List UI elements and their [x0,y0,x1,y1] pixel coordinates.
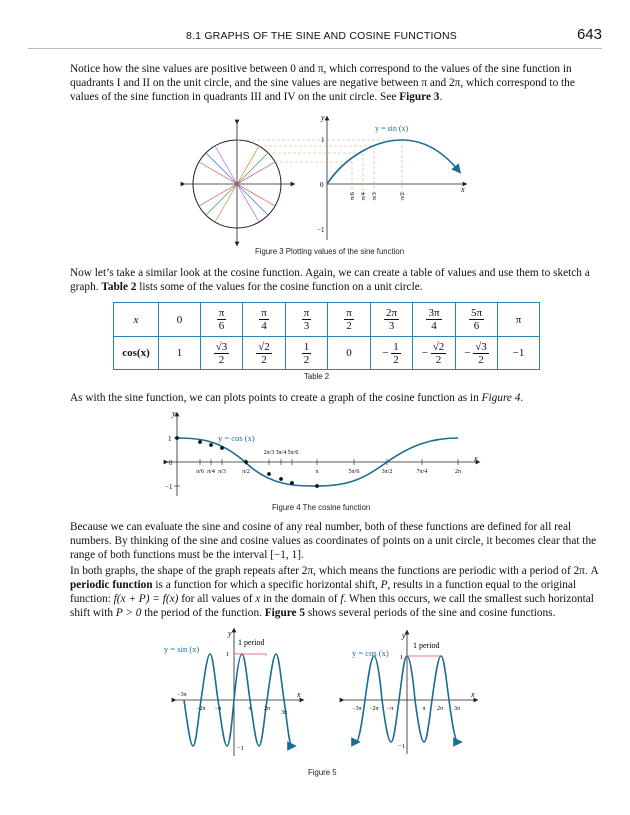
y-tick-1: 1 [168,435,172,443]
x-tick: 2π [436,706,444,712]
section-title: 8.1 GRAPHS OF THE SINE AND COSINE FUNCTIONS [186,30,457,42]
curve-label: y = cos (x) [218,433,255,443]
x-tick: 3π/2 [381,469,393,475]
table-cell: $\frac{\pi}{2}$ [328,303,371,337]
x-tick: π [422,706,426,712]
x-tick: −π [386,706,394,712]
y-axis-label: y [228,629,232,638]
x-tick: π/3 [218,469,226,475]
table-row-x [114,303,540,337]
figure-ref[interactable]: Figure 5 [264,607,306,619]
y-axis-label: y [172,409,176,418]
x-tick: π/4 [361,192,367,200]
table-cell: $\frac{1}{2}$ [286,337,328,370]
figure-5 [160,624,480,764]
origin-label: 0 [169,459,173,467]
period-label: 1 period [238,638,265,647]
table-row-cos [114,337,540,370]
x-tick: 3π/4 [275,450,287,456]
y-axis-label: y [402,631,406,640]
x-tick: π/3 [372,192,378,200]
table-cell: $\frac{3\pi}{4}$ [413,303,456,337]
sine-plot [237,113,465,240]
table-cell: − $\frac{√2}{2}$ [413,337,456,370]
x-tick: 3π [280,710,288,716]
y-tick-1: 1 [321,136,325,144]
x-tick: π [315,469,319,475]
y-tick-neg1: −1 [237,745,244,752]
table-ref[interactable]: Table 2 [101,281,137,293]
x-tick: π/2 [400,192,406,200]
row-header: x [114,303,159,337]
y-tick-neg1: −1 [317,226,325,234]
paragraph-domain-range: Because we can evaluate the sine and cosine of any real number, both of these functions are defined for all real numbers. By thinking of the sine and cosine values as coordinates of points on a unit circle, it becomes clear that the range of both functions must be the interval [−1, 1]. [70,521,597,561]
x-tick: π/6 [196,469,204,475]
page-number: 643 [576,26,602,43]
y-tick-1: 1 [400,654,404,661]
cosine-periods-plot [342,631,476,754]
figure-ref[interactable]: Figure 4 [481,392,521,404]
x-tick: −π [214,706,222,712]
row-header: cos(x) [114,337,159,370]
figure-3-caption: Figure 3 Plotting values of the sine function [255,247,405,256]
unit-circle [183,122,293,244]
table-cell: $\frac{5\pi}{6}$ [456,303,498,337]
x-tick: −3π [177,692,187,698]
table-2-caption: Table 2 [304,372,330,381]
paragraph-cosine-graph: As with the sine function, we can plots points to create a graph of the cosine function as in Figure 4. [70,392,524,404]
x-tick: −2π [196,706,206,712]
x-tick: −3π [352,706,362,712]
x-tick: 5π/6 [348,469,360,475]
table-cell: $\frac{√3}{2}$ [201,337,243,370]
paragraph-periodic: In both graphs, the shape of the graph repeats after 2π, which means the functions are periodic with a period of 2π. A periodic function is a function for which a specific horizontal shift, P, results in a function equal to the original function: f(x + P) = f(x) for all values of x in the domain of f. When this occurs, we call the smallest such horizontal shift with P > 0 the period of the function. Figure 5 shows several periods of the sine and cosine functions. [70,565,599,619]
table-cell: $\frac{√2}{2}$ [243,337,286,370]
curve-label: y = cos (x) [352,648,389,658]
running-header [0,24,630,46]
y-tick-neg1: −1 [165,483,173,491]
cosine-values-table [113,302,540,370]
y-axis-label: y [321,113,325,122]
table-cell: $\frac{\pi}{6}$ [201,303,243,337]
curve-label: y = sin (x) [164,644,200,654]
figure-5-caption: Figure 5 [308,768,337,777]
figure-4-caption: Figure 4 The cosine function [272,503,371,512]
figure-3 [175,112,475,247]
figure-ref[interactable]: Figure 3 [399,91,440,103]
paragraph-sine-values: Notice how the sine values are positive between 0 and π, which correspond to the values of the sine function in quadrants I and II on the unit circle, and the sine values are negative between π and 2π, which correspond to the values of the sine function in quadrants III and IV on the unit circle. See Figure 3. [70,63,575,103]
table-cell: 0 [328,337,371,370]
table-cell: $\frac{\pi}{3}$ [286,303,328,337]
x-tick: π [248,706,252,712]
x-tick: π/6 [350,192,356,200]
term-periodic-function: periodic function [70,579,153,591]
x-tick: 5π/6 [287,450,299,456]
table-cell: −1 [498,337,540,370]
x-tick: 7π/4 [416,469,428,475]
table-cell: − $\frac{1}{2}$ [371,337,413,370]
x-tick: 2π [454,469,462,475]
curve-label: y = sin (x) [375,124,409,133]
x-tick: −2π [369,706,379,712]
table-cell: π [498,303,540,337]
x-tick: 3π [453,706,461,712]
table-cell: − $\frac{√3}{2}$ [456,337,498,370]
table-cell: 1 [159,337,201,370]
table-cell: $\frac{\pi}{4}$ [243,303,286,337]
x-tick: π/2 [242,469,250,475]
x-axis-label: x [471,690,475,699]
origin-label: 0 [320,181,324,189]
y-tick-1: 1 [226,651,230,658]
table-cell: 0 [159,303,201,337]
x-axis-label: x [474,454,478,463]
table-cell: $\frac{2\pi}{3}$ [371,303,413,337]
sine-periods-plot [164,629,302,756]
header-rule [28,48,602,49]
y-tick-neg1: −1 [398,743,405,750]
x-tick: 2π/3 [263,450,275,456]
paragraph-cosine-intro: Now let’s take a similar look at the cosine function. Again, we can create a table of values and use them to sketch a graph. Table 2 lists some of the values for the cosine function on a unit circle. [70,267,590,293]
x-tick: π/4 [207,469,215,475]
figure-4 [160,408,485,503]
period-label: 1 period [413,641,440,650]
x-tick: 2π [263,706,271,712]
x-axis-label: x [461,185,465,194]
x-axis-label: x [297,690,301,699]
